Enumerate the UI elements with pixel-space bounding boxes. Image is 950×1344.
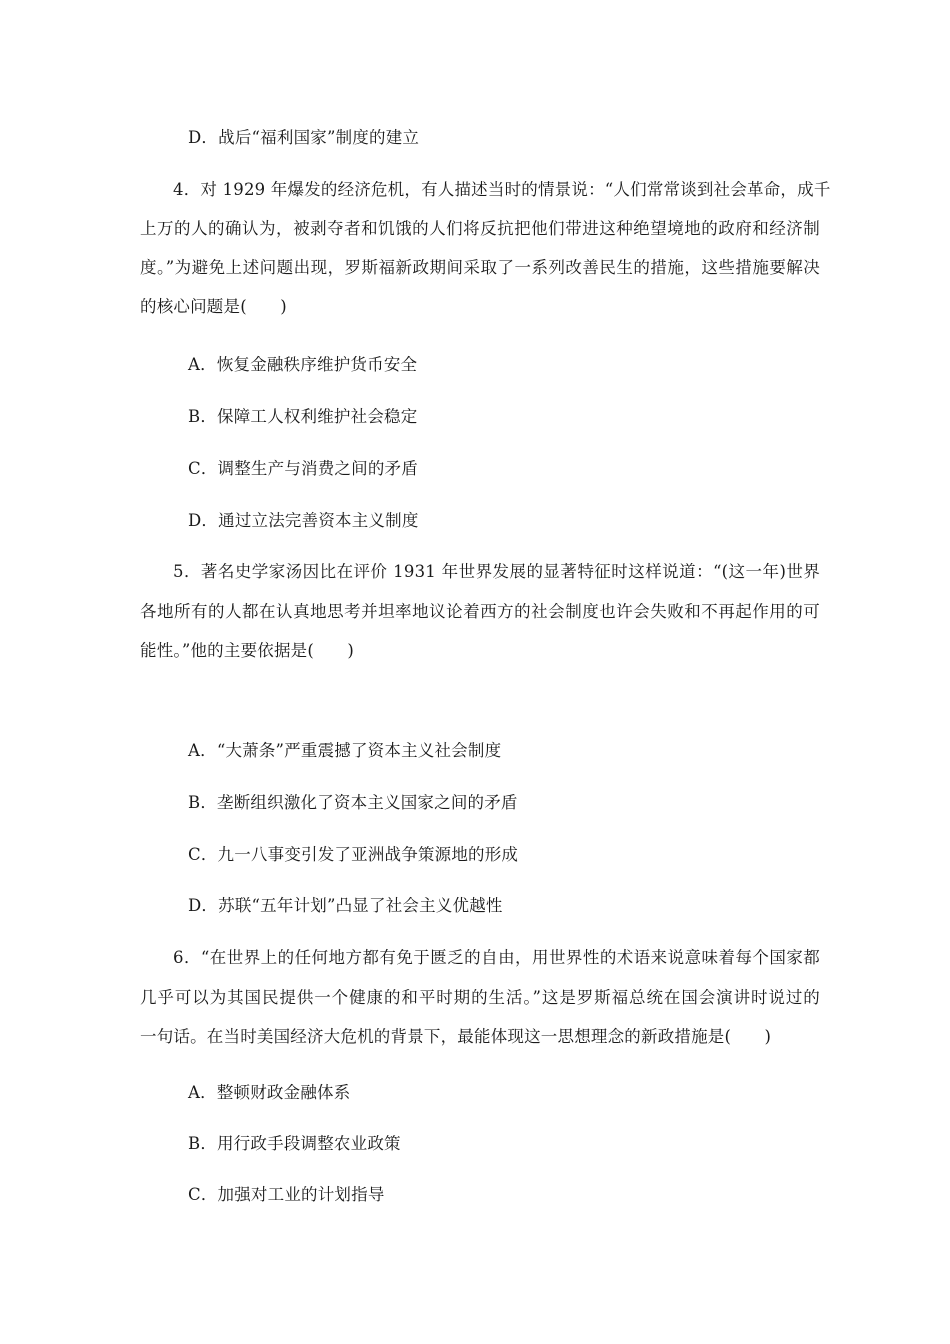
q5-stem-line-3: 能性。”他的主要依据是( ) [140,641,355,660]
q5-option-a: A．“大萧条”严重震撼了资本主义社会制度 [188,741,502,760]
q4-option-d: D．通过立法完善资本主义制度 [188,511,419,530]
q5-option-b: B．垄断组织激化了资本主义国家之间的矛盾 [188,793,518,812]
q4-stem-line-2: 上万的人的确认为，被剥夺者和饥饿的人们将反抗把他们带进这种绝望境地的政府和经济制 [140,219,820,238]
q6-stem-line-1: 6．“在世界上的任何地方都有免于匮乏的自由，用世界性的术语来说意味着每个国家都 [173,948,820,967]
q5-option-d: D．苏联“五年计划”凸显了社会主义优越性 [188,896,503,915]
q3-option-d: D．战后“福利国家”制度的建立 [188,128,420,147]
q5-stem-line-2: 各地所有的人都在认真地思考并坦率地议论着西方的社会制度也许会失败和不再起作用的可 [140,602,820,621]
q4-stem-line-4: 的核心问题是( ) [140,297,287,316]
q4-stem-line-3: 度。”为避免上述问题出现，罗斯福新政期间采取了一系列改善民生的措施，这些措施要解决 [140,258,820,277]
q6-option-a: A．整顿财政金融体系 [188,1083,351,1102]
q6-option-c: C．加强对工业的计划指导 [188,1185,385,1204]
q6-option-b: B．用行政手段调整农业政策 [188,1134,401,1153]
q4-stem-line-1: 4．对 1929 年爆发的经济危机，有人描述当时的情景说：“人们常常谈到社会革命，成千 [173,180,831,199]
q5-option-c: C．九一八事变引发了亚洲战争策源地的形成 [188,845,519,864]
q4-option-a: A．恢复金融秩序维护货币安全 [188,355,418,374]
q5-stem-line-1: 5．著名史学家汤因比在评价 1931 年世界发展的显著特征时这样说道：“(这一年)世界 [173,562,820,581]
q4-option-b: B．保障工人权利维护社会稳定 [188,407,418,426]
q4-option-c: C．调整生产与消费之间的矛盾 [188,459,418,478]
q6-stem-line-2: 几乎可以为其国民提供一个健康的和平时期的生活。”这是罗斯福总统在国会演讲时说过的 [140,988,820,1007]
q6-stem-line-3: 一句话。在当时美国经济大危机的背景下，最能体现这一思想理念的新政措施是( ) [140,1027,772,1046]
